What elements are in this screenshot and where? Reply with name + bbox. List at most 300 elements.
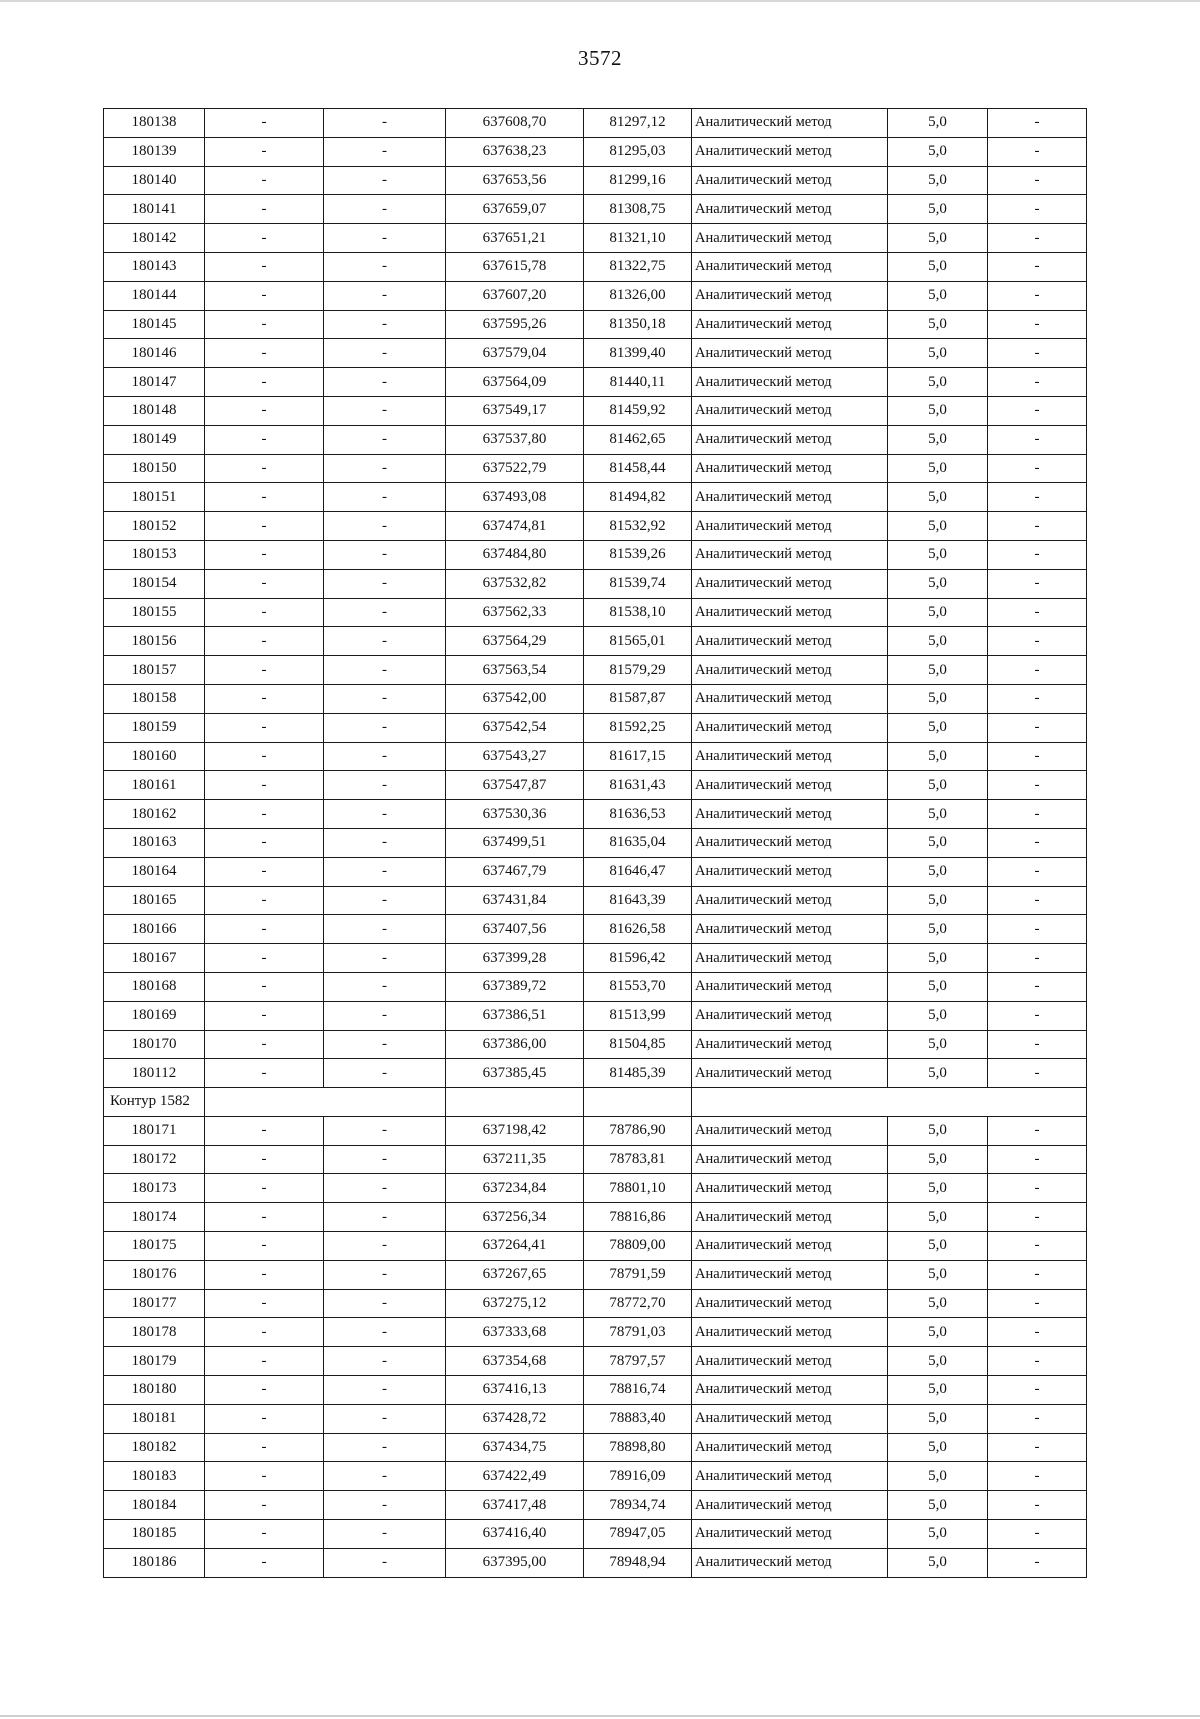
x-coordinate-cell: 637532,82	[446, 569, 584, 598]
empty-value-cell: -	[205, 742, 324, 771]
table-row	[104, 742, 1087, 771]
method-cell: Аналитический метод	[692, 771, 888, 800]
method-cell: Аналитический метод	[692, 368, 888, 397]
table-row	[104, 1376, 1087, 1405]
empty-value-cell: -	[205, 1318, 324, 1347]
x-coordinate-cell: 637542,00	[446, 684, 584, 713]
note-cell: -	[988, 800, 1087, 829]
accuracy-cell: 5,0	[888, 512, 988, 541]
point-number-cell: 180180	[104, 1376, 205, 1405]
point-number-cell: 180155	[104, 598, 205, 627]
empty-value-cell: -	[324, 1433, 446, 1462]
method-cell: Аналитический метод	[692, 109, 888, 138]
point-number-cell: 180178	[104, 1318, 205, 1347]
table-row	[104, 828, 1087, 857]
empty-value-cell: -	[205, 713, 324, 742]
x-coordinate-cell: 637653,56	[446, 166, 584, 195]
note-cell: -	[988, 857, 1087, 886]
table-row	[104, 886, 1087, 915]
empty-value-cell: -	[324, 944, 446, 973]
table-row	[104, 1520, 1087, 1549]
point-number-cell: 180165	[104, 886, 205, 915]
empty-value-cell: -	[324, 540, 446, 569]
scan-bottom-edge	[0, 1715, 1200, 1717]
method-cell: Аналитический метод	[692, 800, 888, 829]
table-row	[104, 1174, 1087, 1203]
method-cell: Аналитический метод	[692, 1462, 888, 1491]
point-number-cell: 180166	[104, 915, 205, 944]
empty-value-cell: -	[205, 1491, 324, 1520]
empty-value-cell: -	[205, 1174, 324, 1203]
method-cell: Аналитический метод	[692, 742, 888, 771]
accuracy-cell: 5,0	[888, 656, 988, 685]
note-cell: -	[988, 598, 1087, 627]
table-row	[104, 684, 1087, 713]
accuracy-cell: 5,0	[888, 454, 988, 483]
empty-value-cell: -	[205, 656, 324, 685]
point-number-cell: 180173	[104, 1174, 205, 1203]
point-number-cell: 180149	[104, 425, 205, 454]
x-coordinate-cell: 637564,29	[446, 627, 584, 656]
table-row	[104, 1059, 1087, 1088]
point-number-cell: 180160	[104, 742, 205, 771]
note-cell: -	[988, 742, 1087, 771]
empty-value-cell: -	[205, 166, 324, 195]
method-cell: Аналитический метод	[692, 915, 888, 944]
table-row	[104, 1203, 1087, 1232]
y-coordinate-cell: 81643,39	[584, 886, 692, 915]
table-row	[104, 339, 1087, 368]
empty-value-cell: -	[205, 1289, 324, 1318]
y-coordinate-cell: 78791,03	[584, 1318, 692, 1347]
accuracy-cell: 5,0	[888, 1404, 988, 1433]
accuracy-cell: 5,0	[888, 1318, 988, 1347]
method-cell: Аналитический метод	[692, 454, 888, 483]
accuracy-cell: 5,0	[888, 1548, 988, 1577]
x-coordinate-cell: 637563,54	[446, 656, 584, 685]
empty-value-cell: -	[205, 598, 324, 627]
table-row	[104, 569, 1087, 598]
point-number-cell: 180182	[104, 1433, 205, 1462]
table-row	[104, 281, 1087, 310]
accuracy-cell: 5,0	[888, 569, 988, 598]
point-number-cell: 180157	[104, 656, 205, 685]
empty-value-cell: -	[324, 1491, 446, 1520]
x-coordinate-cell: 637474,81	[446, 512, 584, 541]
accuracy-cell: 5,0	[888, 828, 988, 857]
note-cell: -	[988, 252, 1087, 281]
x-coordinate-cell: 637211,35	[446, 1145, 584, 1174]
empty-value-cell: -	[324, 828, 446, 857]
note-cell: -	[988, 281, 1087, 310]
note-cell: -	[988, 1491, 1087, 1520]
empty-value-cell: -	[205, 454, 324, 483]
y-coordinate-cell: 81350,18	[584, 310, 692, 339]
empty-value-cell: -	[324, 627, 446, 656]
empty-value-cell: -	[324, 857, 446, 886]
table-row	[104, 454, 1087, 483]
x-coordinate-cell: 637416,13	[446, 1376, 584, 1405]
empty-value-cell: -	[205, 1548, 324, 1577]
method-cell: Аналитический метод	[692, 598, 888, 627]
method-cell: Аналитический метод	[692, 857, 888, 886]
y-coordinate-cell: 78809,00	[584, 1232, 692, 1261]
empty-value-cell: -	[324, 1001, 446, 1030]
y-coordinate-cell: 81297,12	[584, 109, 692, 138]
table-row	[104, 166, 1087, 195]
table-row	[104, 252, 1087, 281]
x-coordinate-cell: 637542,54	[446, 713, 584, 742]
accuracy-cell: 5,0	[888, 1289, 988, 1318]
x-coordinate-cell: 637562,33	[446, 598, 584, 627]
empty-value-cell: -	[205, 771, 324, 800]
empty-value-cell: -	[324, 1203, 446, 1232]
note-cell: -	[988, 368, 1087, 397]
note-cell: -	[988, 1116, 1087, 1145]
point-number-cell: 180171	[104, 1116, 205, 1145]
empty-value-cell: -	[324, 425, 446, 454]
table-row	[104, 800, 1087, 829]
x-coordinate-cell: 637493,08	[446, 483, 584, 512]
x-coordinate-cell: 637537,80	[446, 425, 584, 454]
accuracy-cell: 5,0	[888, 742, 988, 771]
empty-value-cell: -	[205, 1030, 324, 1059]
method-cell: Аналитический метод	[692, 1491, 888, 1520]
point-number-cell: 180112	[104, 1059, 205, 1088]
accuracy-cell: 5,0	[888, 368, 988, 397]
y-coordinate-cell: 78791,59	[584, 1260, 692, 1289]
note-cell: -	[988, 1145, 1087, 1174]
note-cell: -	[988, 1433, 1087, 1462]
accuracy-cell: 5,0	[888, 972, 988, 1001]
table-row	[104, 1030, 1087, 1059]
point-number-cell: 180164	[104, 857, 205, 886]
empty-value-cell: -	[324, 1548, 446, 1577]
method-cell: Аналитический метод	[692, 828, 888, 857]
empty-value-cell: -	[324, 512, 446, 541]
note-cell: -	[988, 1260, 1087, 1289]
empty-value-cell: -	[205, 1203, 324, 1232]
note-cell: -	[988, 310, 1087, 339]
x-coordinate-cell: 637395,00	[446, 1548, 584, 1577]
x-coordinate-cell: 637264,41	[446, 1232, 584, 1261]
empty-value-cell: -	[324, 1260, 446, 1289]
y-coordinate-cell: 81587,87	[584, 684, 692, 713]
accuracy-cell: 5,0	[888, 1116, 988, 1145]
empty-value-cell: -	[205, 1462, 324, 1491]
method-cell: Аналитический метод	[692, 1520, 888, 1549]
x-coordinate-cell: 637522,79	[446, 454, 584, 483]
point-number-cell: 180153	[104, 540, 205, 569]
accuracy-cell: 5,0	[888, 713, 988, 742]
empty-value-cell: -	[324, 915, 446, 944]
point-number-cell: 180169	[104, 1001, 205, 1030]
point-number-cell: 180152	[104, 512, 205, 541]
method-cell: Аналитический метод	[692, 886, 888, 915]
point-number-cell: 180143	[104, 252, 205, 281]
method-cell: Аналитический метод	[692, 1404, 888, 1433]
method-cell: Аналитический метод	[692, 425, 888, 454]
empty-value-cell: -	[324, 483, 446, 512]
table-row	[104, 195, 1087, 224]
empty-value-cell: -	[324, 656, 446, 685]
x-coordinate-cell: 637416,40	[446, 1520, 584, 1549]
accuracy-cell: 5,0	[888, 944, 988, 973]
x-coordinate-cell: 637256,34	[446, 1203, 584, 1232]
note-cell: -	[988, 915, 1087, 944]
x-coordinate-cell: 637354,68	[446, 1347, 584, 1376]
table-row	[104, 109, 1087, 138]
x-coordinate-cell: 637434,75	[446, 1433, 584, 1462]
table-row	[104, 1145, 1087, 1174]
point-number-cell: 180181	[104, 1404, 205, 1433]
point-number-cell: 180140	[104, 166, 205, 195]
note-cell: -	[988, 627, 1087, 656]
empty-value-cell: -	[324, 684, 446, 713]
note-cell: -	[988, 1347, 1087, 1376]
method-cell: Аналитический метод	[692, 1260, 888, 1289]
x-coordinate-cell: 637386,51	[446, 1001, 584, 1030]
accuracy-cell: 5,0	[888, 1520, 988, 1549]
empty-value-cell: -	[324, 339, 446, 368]
y-coordinate-cell: 78916,09	[584, 1462, 692, 1491]
note-cell: -	[988, 569, 1087, 598]
note-cell: -	[988, 1289, 1087, 1318]
table-row	[104, 137, 1087, 166]
note-cell: -	[988, 1520, 1087, 1549]
table-row	[104, 656, 1087, 685]
empty-value-cell: -	[324, 1289, 446, 1318]
method-cell: Аналитический метод	[692, 512, 888, 541]
method-cell: Аналитический метод	[692, 1174, 888, 1203]
empty-value-cell: -	[324, 109, 446, 138]
note-cell: -	[988, 425, 1087, 454]
point-number-cell: 180151	[104, 483, 205, 512]
accuracy-cell: 5,0	[888, 540, 988, 569]
y-coordinate-cell: 81579,29	[584, 656, 692, 685]
table-row	[104, 224, 1087, 253]
table-row	[104, 368, 1087, 397]
method-cell: Аналитический метод	[692, 224, 888, 253]
note-cell: -	[988, 1059, 1087, 1088]
accuracy-cell: 5,0	[888, 684, 988, 713]
note-cell: -	[988, 109, 1087, 138]
method-cell: Аналитический метод	[692, 166, 888, 195]
y-coordinate-cell: 81295,03	[584, 137, 692, 166]
empty-value-cell: -	[324, 252, 446, 281]
x-coordinate-cell: 637595,26	[446, 310, 584, 339]
table-row	[104, 944, 1087, 973]
method-cell: Аналитический метод	[692, 195, 888, 224]
y-coordinate-cell: 78898,80	[584, 1433, 692, 1462]
accuracy-cell: 5,0	[888, 166, 988, 195]
table-row	[104, 627, 1087, 656]
note-cell: -	[988, 771, 1087, 800]
point-number-cell: 180184	[104, 1491, 205, 1520]
method-cell: Аналитический метод	[692, 1145, 888, 1174]
empty-value-cell: -	[205, 828, 324, 857]
method-cell: Аналитический метод	[692, 1203, 888, 1232]
note-cell: -	[988, 1548, 1087, 1577]
table-row	[104, 425, 1087, 454]
y-coordinate-cell: 81322,75	[584, 252, 692, 281]
accuracy-cell: 5,0	[888, 1376, 988, 1405]
empty-value-cell: -	[205, 252, 324, 281]
point-number-cell: 180170	[104, 1030, 205, 1059]
note-cell: -	[988, 1203, 1087, 1232]
empty-value-cell: -	[205, 512, 324, 541]
y-coordinate-cell: 81462,65	[584, 425, 692, 454]
table-row	[104, 1232, 1087, 1261]
y-coordinate-cell: 81592,25	[584, 713, 692, 742]
empty-value-cell: -	[205, 915, 324, 944]
accuracy-cell: 5,0	[888, 1059, 988, 1088]
accuracy-cell: 5,0	[888, 483, 988, 512]
empty-value-cell: -	[324, 224, 446, 253]
x-coordinate-cell: 637399,28	[446, 944, 584, 973]
y-coordinate-cell: 81646,47	[584, 857, 692, 886]
empty-value-cell: -	[324, 1030, 446, 1059]
empty-value-cell: -	[324, 1116, 446, 1145]
accuracy-cell: 5,0	[888, 1001, 988, 1030]
empty-value-cell: -	[324, 1376, 446, 1405]
empty-value-cell: -	[205, 483, 324, 512]
y-coordinate-cell: 81458,44	[584, 454, 692, 483]
point-number-cell: 180167	[104, 944, 205, 973]
y-coordinate-cell: 81513,99	[584, 1001, 692, 1030]
x-coordinate-cell: 637386,00	[446, 1030, 584, 1059]
table-row	[104, 1433, 1087, 1462]
method-cell: Аналитический метод	[692, 1433, 888, 1462]
empty-value-cell: -	[324, 1232, 446, 1261]
accuracy-cell: 5,0	[888, 1030, 988, 1059]
empty-value-cell: -	[205, 224, 324, 253]
y-coordinate-cell: 78772,70	[584, 1289, 692, 1318]
y-coordinate-cell: 81485,39	[584, 1059, 692, 1088]
y-coordinate-cell: 81504,85	[584, 1030, 692, 1059]
method-cell: Аналитический метод	[692, 1548, 888, 1577]
point-number-cell: 180142	[104, 224, 205, 253]
x-coordinate-cell: 637428,72	[446, 1404, 584, 1433]
empty-value-cell: -	[205, 684, 324, 713]
x-coordinate-cell: 637651,21	[446, 224, 584, 253]
method-cell: Аналитический метод	[692, 1347, 888, 1376]
empty-value-cell: -	[324, 713, 446, 742]
method-cell: Аналитический метод	[692, 1059, 888, 1088]
empty-value-cell: -	[324, 166, 446, 195]
x-coordinate-cell: 637275,12	[446, 1289, 584, 1318]
section-empty-cell	[446, 1088, 584, 1117]
accuracy-cell: 5,0	[888, 886, 988, 915]
accuracy-cell: 5,0	[888, 1145, 988, 1174]
point-number-cell: 180176	[104, 1260, 205, 1289]
note-cell: -	[988, 1404, 1087, 1433]
note-cell: -	[988, 713, 1087, 742]
accuracy-cell: 5,0	[888, 425, 988, 454]
section-empty-cell	[584, 1088, 692, 1117]
empty-value-cell: -	[205, 857, 324, 886]
note-cell: -	[988, 828, 1087, 857]
empty-value-cell: -	[324, 598, 446, 627]
empty-value-cell: -	[205, 1232, 324, 1261]
empty-value-cell: -	[205, 800, 324, 829]
table-row	[104, 713, 1087, 742]
accuracy-cell: 5,0	[888, 396, 988, 425]
empty-value-cell: -	[324, 569, 446, 598]
y-coordinate-cell: 81539,74	[584, 569, 692, 598]
method-cell: Аналитический метод	[692, 569, 888, 598]
table-row	[104, 771, 1087, 800]
method-cell: Аналитический метод	[692, 1376, 888, 1405]
table-row	[104, 1548, 1087, 1577]
empty-value-cell: -	[205, 1260, 324, 1289]
x-coordinate-cell: 637417,48	[446, 1491, 584, 1520]
accuracy-cell: 5,0	[888, 1433, 988, 1462]
note-cell: -	[988, 483, 1087, 512]
x-coordinate-cell: 637547,87	[446, 771, 584, 800]
empty-value-cell: -	[205, 886, 324, 915]
empty-value-cell: -	[324, 396, 446, 425]
y-coordinate-cell: 81617,15	[584, 742, 692, 771]
y-coordinate-cell: 81631,43	[584, 771, 692, 800]
point-number-cell: 180161	[104, 771, 205, 800]
empty-value-cell: -	[205, 1347, 324, 1376]
y-coordinate-cell: 78786,90	[584, 1116, 692, 1145]
x-coordinate-cell: 637234,84	[446, 1174, 584, 1203]
method-cell: Аналитический метод	[692, 944, 888, 973]
point-number-cell: 180158	[104, 684, 205, 713]
table-row	[104, 1116, 1087, 1145]
method-cell: Аналитический метод	[692, 972, 888, 1001]
empty-value-cell: -	[324, 886, 446, 915]
empty-value-cell: -	[205, 396, 324, 425]
empty-value-cell: -	[324, 1347, 446, 1376]
note-cell: -	[988, 656, 1087, 685]
empty-value-cell: -	[205, 944, 324, 973]
y-coordinate-cell: 81399,40	[584, 339, 692, 368]
accuracy-cell: 5,0	[888, 195, 988, 224]
y-coordinate-cell: 81538,10	[584, 598, 692, 627]
empty-value-cell: -	[324, 195, 446, 224]
point-number-cell: 180156	[104, 627, 205, 656]
point-number-cell: 180146	[104, 339, 205, 368]
accuracy-cell: 5,0	[888, 1232, 988, 1261]
y-coordinate-cell: 81596,42	[584, 944, 692, 973]
empty-value-cell: -	[324, 800, 446, 829]
point-number-cell: 180154	[104, 569, 205, 598]
note-cell: -	[988, 396, 1087, 425]
y-coordinate-cell: 78934,74	[584, 1491, 692, 1520]
note-cell: -	[988, 944, 1087, 973]
note-cell: -	[988, 224, 1087, 253]
y-coordinate-cell: 81494,82	[584, 483, 692, 512]
x-coordinate-cell: 637615,78	[446, 252, 584, 281]
y-coordinate-cell: 81440,11	[584, 368, 692, 397]
table-row	[104, 598, 1087, 627]
table-row	[104, 512, 1087, 541]
section-empty-cell	[205, 1088, 446, 1117]
x-coordinate-cell: 637608,70	[446, 109, 584, 138]
method-cell: Аналитический метод	[692, 1232, 888, 1261]
accuracy-cell: 5,0	[888, 800, 988, 829]
method-cell: Аналитический метод	[692, 1030, 888, 1059]
y-coordinate-cell: 78883,40	[584, 1404, 692, 1433]
accuracy-cell: 5,0	[888, 1491, 988, 1520]
point-number-cell: 180138	[104, 109, 205, 138]
x-coordinate-cell: 637267,65	[446, 1260, 584, 1289]
method-cell: Аналитический метод	[692, 137, 888, 166]
note-cell: -	[988, 1232, 1087, 1261]
